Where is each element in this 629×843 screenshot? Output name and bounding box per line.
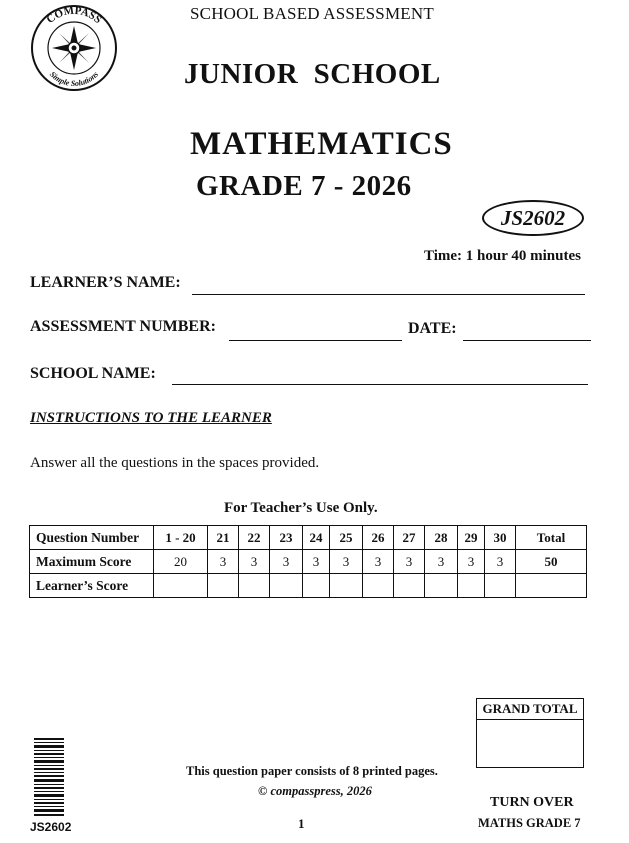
- teacher-use-title: For Teacher’s Use Only.: [224, 500, 378, 516]
- assessment-number-field[interactable]: [229, 340, 402, 341]
- footer-subject-code: MATHS GRADE 7: [478, 816, 581, 830]
- learner-score-cell[interactable]: [485, 574, 516, 598]
- max-score-cell: 3: [485, 550, 516, 574]
- date-field[interactable]: [463, 340, 591, 341]
- max-score-cell: 3: [363, 550, 394, 574]
- learner-score-total-cell[interactable]: [516, 574, 587, 598]
- page-number: 1: [298, 816, 305, 831]
- table-row: [30, 574, 587, 598]
- learner-name-label: LEARNER’S NAME:: [30, 274, 181, 291]
- column-header: 30: [485, 526, 516, 550]
- column-header: 21: [208, 526, 239, 550]
- logo-bottom-text: Simple Solutions: [47, 69, 101, 89]
- max-score-cell: 3: [394, 550, 425, 574]
- svg-text:COMPASS: [44, 5, 103, 26]
- copyright: © compasspress, 2026: [258, 784, 372, 798]
- column-header: 29: [458, 526, 485, 550]
- learner-score-cell[interactable]: [208, 574, 239, 598]
- instructions-heading: INSTRUCTIONS TO THE LEARNER: [30, 410, 272, 426]
- max-score-cell: 3: [270, 550, 303, 574]
- learner-score-cell[interactable]: [394, 574, 425, 598]
- compass-logo: [30, 4, 118, 92]
- table-row: [30, 550, 587, 574]
- score-table: [29, 525, 587, 598]
- max-score-total-cell: 50: [516, 550, 587, 574]
- logo-top-text: COMPASS: [44, 4, 104, 27]
- learner-score-cell[interactable]: [425, 574, 458, 598]
- learner-score-cell[interactable]: [154, 574, 208, 598]
- learner-score-cell[interactable]: [239, 574, 270, 598]
- pages-note: This question paper consists of 8 printed pages.: [186, 764, 438, 778]
- learner-score-cell[interactable]: [330, 574, 363, 598]
- learner-name-field[interactable]: [192, 294, 585, 295]
- turn-over: TURN OVER: [490, 795, 574, 810]
- school-name-field[interactable]: [172, 384, 588, 385]
- maximum-score-label: Maximum Score: [30, 550, 154, 574]
- column-header: Total: [516, 526, 587, 550]
- learner-score-cell[interactable]: [303, 574, 330, 598]
- column-header: 1 - 20: [154, 526, 208, 550]
- question-number-label: Question Number: [30, 526, 154, 550]
- compass-rose-icon: [30, 4, 118, 92]
- column-header: 22: [239, 526, 270, 550]
- subject-title: MATHEMATICS: [190, 126, 453, 162]
- learner-score-cell[interactable]: [458, 574, 485, 598]
- date-label: DATE:: [408, 320, 457, 337]
- max-score-cell: 3: [303, 550, 330, 574]
- school-name-label: SCHOOL NAME:: [30, 365, 156, 382]
- column-header: 27: [394, 526, 425, 550]
- paper-code-badge: [482, 200, 584, 236]
- learner-score-label: Learner’s Score: [30, 574, 154, 598]
- column-header: 26: [363, 526, 394, 550]
- max-score-cell: 3: [239, 550, 270, 574]
- max-score-cell: 3: [330, 550, 363, 574]
- assessment-type: SCHOOL BASED ASSESSMENT: [190, 4, 434, 23]
- school-level-title: JUNIOR SCHOOL: [184, 58, 441, 90]
- column-header: 24: [303, 526, 330, 550]
- column-header: 28: [425, 526, 458, 550]
- max-score-cell: 3: [208, 550, 239, 574]
- column-header: 23: [270, 526, 303, 550]
- grand-total-label: GRAND TOTAL: [477, 699, 583, 720]
- instruction-item: Answer all the questions in the spaces provided.: [30, 455, 320, 471]
- max-score-cell: 3: [458, 550, 485, 574]
- learner-score-cell[interactable]: [270, 574, 303, 598]
- max-score-cell: 3: [425, 550, 458, 574]
- column-header: 25: [330, 526, 363, 550]
- exam-duration: Time: 1 hour 40 minutes: [424, 248, 581, 264]
- grade-year-title: GRADE 7 - 2026: [196, 170, 412, 202]
- barcode-code: JS2602: [30, 820, 72, 834]
- table-row: [30, 526, 587, 550]
- learner-score-cell[interactable]: [363, 574, 394, 598]
- paper-code: JS2602: [500, 205, 566, 230]
- barcode-icon: [34, 738, 64, 818]
- assessment-number-label: ASSESSMENT NUMBER:: [30, 318, 216, 335]
- grand-total-box[interactable]: [476, 698, 584, 768]
- max-score-cell: 20: [154, 550, 208, 574]
